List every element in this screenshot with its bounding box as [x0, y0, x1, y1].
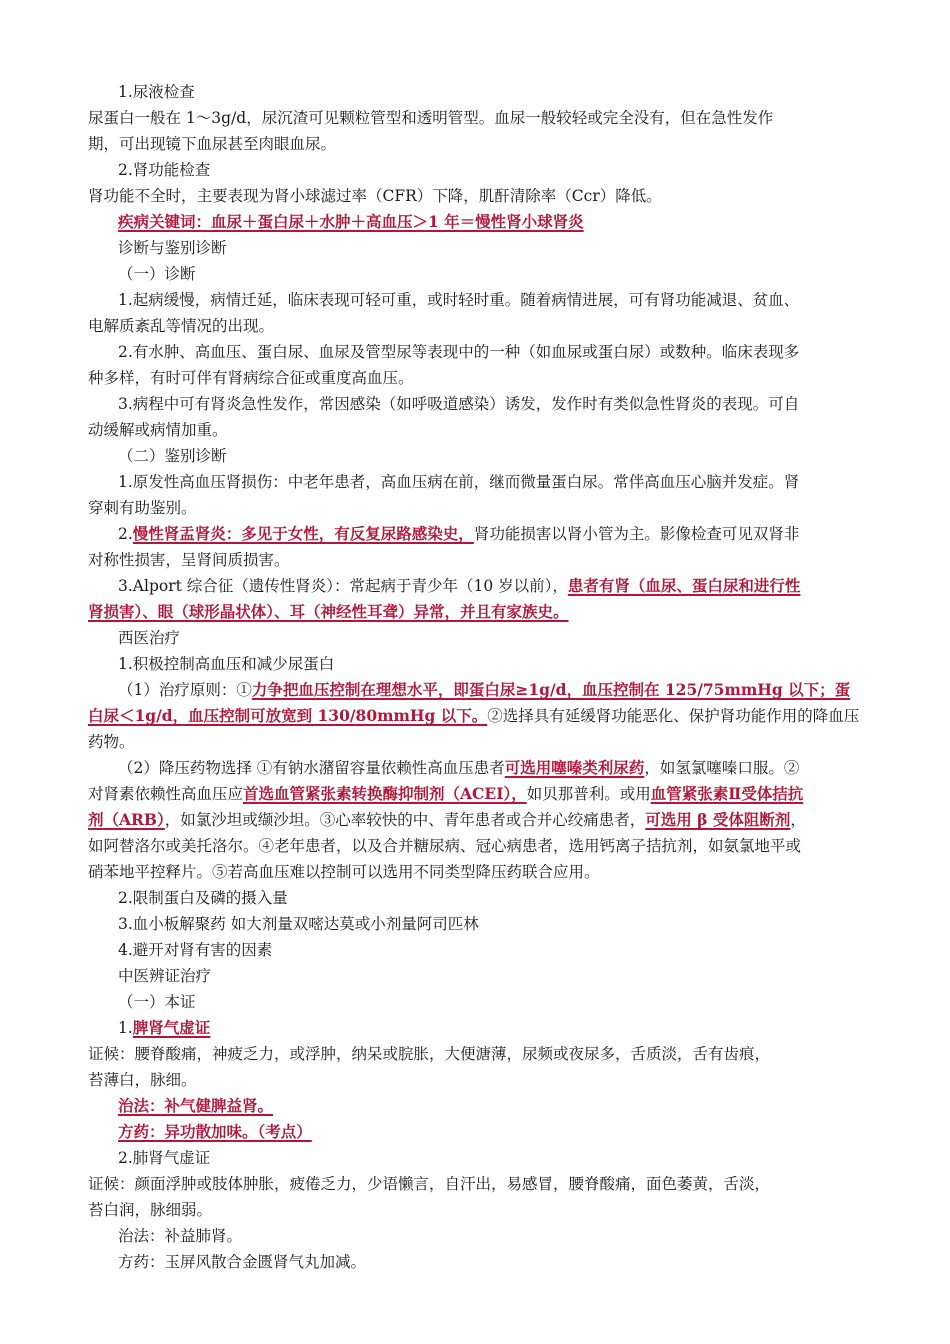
text-line [118, 235, 898, 261]
text-run: 证候：颜面浮肿或肢体肿胀，疲倦乏力，少语懒言，自汗出，易感冒，腰脊酸痛，面色萎黄，舌淡， [88, 1175, 771, 1193]
text-run: ，如氯沙坦或缬沙坦。③心率较快的中、青年患者或合并心绞痛患者， [164, 811, 646, 829]
text-run: 动缓解或病情加重。 [88, 421, 228, 439]
text-line [88, 313, 868, 339]
highlighted-text: 剂（ARB） [88, 810, 165, 829]
text-line [88, 105, 868, 131]
text-line [118, 443, 898, 469]
text-run: 期，可出现镜下血尿甚至肉眼血尿。 [88, 135, 337, 153]
text-line [118, 625, 898, 651]
text-run: 对称性损害，呈肾间质损害。 [88, 551, 290, 569]
text-run: （一）诊断 [118, 265, 196, 283]
text-run: 诊断与鉴别诊断 [118, 239, 227, 257]
text-line [118, 677, 898, 703]
text-run: 如贝那普利。或用 [526, 785, 651, 803]
text-run: 3.Alport 综合征（遗传性肾炎）：常起病于青少年（10 岁以前）， [118, 577, 568, 595]
highlighted-text: 脾肾气虚证 [132, 1018, 211, 1037]
text-run: 电解质紊乱等情况的出现。 [88, 317, 275, 335]
text-line [118, 1223, 898, 1249]
highlighted-text: 治法：补气健脾益肾。 [118, 1096, 274, 1115]
text-run: 肾功能损害以肾小管为主。影像检查可见双肾非 [473, 525, 800, 543]
text-run: 2.肾功能检查 [118, 161, 211, 179]
text-run: （一）本证 [118, 993, 196, 1011]
text-line [118, 261, 898, 287]
text-run: 苔白润，脉细弱。 [88, 1201, 213, 1219]
text-run: 2.有水肿、高血压、蛋白尿、血尿及管型尿等表现中的一种（如血尿或蛋白尿）或数种。临床表现多 [118, 343, 800, 361]
text-line [118, 989, 898, 1015]
text-line [88, 131, 868, 157]
text-line [118, 911, 898, 937]
text-run: 3.病程中可有肾炎急性发作，常因感染（如呼吸道感染）诱发，发作时有类似急性肾炎的表现。可自 [118, 395, 800, 413]
highlighted-text: 方药：异功散加味。（考点） [118, 1122, 312, 1141]
text-run: 如阿替洛尔或美托洛尔。④老年患者，以及合并糖尿病、冠心病患者，选用钙离子拮抗剂，如氨氯地平或 [88, 837, 802, 855]
text-line [88, 417, 868, 443]
highlighted-text: 慢性肾盂肾炎：多见于女性，有反复尿路感染史， [132, 524, 474, 543]
text-run: 苔薄白，脉细。 [88, 1071, 197, 1089]
text-line [88, 1041, 868, 1067]
text-line [88, 1067, 868, 1093]
text-line [118, 157, 898, 183]
text-line [88, 495, 868, 521]
highlighted-text: 可选用噻嗪类利尿药 [504, 758, 645, 777]
text-line [118, 1119, 898, 1145]
text-run: 2.肺肾气虚证 [118, 1149, 211, 1167]
text-run: 证候：腰脊酸痛，神疲乏力，或浮肿，纳呆或脘胀，大便溏薄，尿频或夜尿多，舌质淡，舌有齿痕， [88, 1045, 771, 1063]
highlighted-text: 患者有肾（血尿、蛋白尿和进行性 [567, 576, 801, 595]
text-run: 4.避开对肾有害的因素 [118, 941, 273, 959]
text-line [118, 521, 898, 547]
text-line [118, 755, 898, 781]
text-run: 尿蛋白一般在 1～3g/d，尿沉渣可见颗粒管型和透明管型。血尿一般较轻或完全没有，但在急性发作 [88, 109, 774, 127]
text-line [118, 209, 898, 235]
text-line [88, 547, 868, 573]
text-run: 1.起病缓慢，病情迁延，临床表现可轻可重，或时轻时重。随着病情进展，可有肾功能减退、贫血、 [118, 291, 800, 309]
text-line [118, 469, 898, 495]
text-run: 对肾素依赖性高血压应 [88, 785, 244, 803]
text-line [118, 937, 898, 963]
text-line [118, 391, 898, 417]
text-line [88, 781, 868, 807]
text-line [118, 339, 898, 365]
text-run: 2. [118, 525, 133, 543]
text-run: （2）降压药物选择 ①有钠水潴留容量依赖性高血压患者 [118, 759, 505, 777]
text-line [118, 963, 898, 989]
text-run: 肾功能不全时，主要表现为肾小球滤过率（CFR）下降，肌酐清除率（Ccr）降低。 [88, 187, 662, 205]
text-run: 种多样，有时可伴有肾病综合征或重度高血压。 [88, 369, 414, 387]
text-run: 1.积极控制高血压和减少尿蛋白 [118, 655, 335, 673]
highlighted-text: 力争把血压控制在理想水平，即蛋白尿≥1g/d，血压控制在 125/75mmHg 以下；蛋 [251, 680, 851, 699]
text-line [118, 885, 898, 911]
text-run: 硝苯地平控释片。⑤若高血压难以控制可以选用不同类型降压药联合应用。 [88, 863, 600, 881]
text-line [88, 599, 868, 625]
text-run: ，如氢氯噻嗪口服。② [644, 759, 800, 777]
text-line [88, 1197, 868, 1223]
text-run: 2.限制蛋白及磷的摄入量 [118, 889, 288, 907]
text-run: （二）鉴别诊断 [118, 447, 227, 465]
text-line [88, 729, 868, 755]
text-run: ， [790, 811, 806, 829]
text-line [118, 1093, 898, 1119]
text-line [88, 183, 868, 209]
highlighted-text: 血管紧张素Ⅱ受体拮抗 [650, 784, 804, 803]
highlighted-text: 疾病关键词：血尿＋蛋白尿＋水肿＋高血压＞1 年＝慢性肾小球肾炎 [118, 212, 584, 231]
text-line [88, 859, 868, 885]
text-run: 方药：玉屏风散合金匮肾气丸加减。 [118, 1253, 367, 1271]
text-line [88, 703, 868, 729]
text-line [88, 365, 868, 391]
text-run: 1.原发性高血压肾损伤：中老年患者，高血压病在前，继而微量蛋白尿。常伴高血压心脑并发症。肾 [118, 473, 800, 491]
text-line [118, 1015, 898, 1041]
text-line [118, 1145, 898, 1171]
highlighted-text: 可选用 β 受体阻断剂 [645, 810, 791, 829]
text-line [88, 833, 868, 859]
text-line [88, 1171, 868, 1197]
text-line [118, 573, 898, 599]
text-line [118, 651, 898, 677]
text-run: 西医治疗 [118, 629, 181, 647]
text-run: （1）治疗原则：① [118, 681, 252, 699]
text-run: 3.血小板解聚药 如大剂量双嘧达莫或小剂量阿司匹林 [118, 915, 479, 933]
text-run: 1. [118, 1019, 133, 1037]
text-line [118, 79, 898, 105]
text-run: 中医辨证治疗 [118, 967, 212, 985]
highlighted-text: 白尿＜1g/d，血压控制可放宽到 130/80mmHg 以下。 [88, 706, 488, 725]
text-run: 治法：补益肺肾。 [118, 1227, 243, 1245]
text-run: ②选择具有延缓肾功能恶化、保护肾功能作用的降血压 [487, 707, 860, 725]
highlighted-text: 首选血管紧张素转换酶抑制剂（ACEI）， [243, 784, 527, 803]
text-run: 1.尿液检查 [118, 83, 195, 101]
text-line [118, 1249, 898, 1275]
text-line [88, 807, 868, 833]
text-run: 穿刺有助鉴别。 [88, 499, 197, 517]
highlighted-text: 肾损害）、眼（球形晶状体）、耳（神经性耳聋）异常，并且有家族史。 [88, 602, 569, 621]
text-run: 药物。 [88, 733, 135, 751]
text-line [118, 287, 898, 313]
